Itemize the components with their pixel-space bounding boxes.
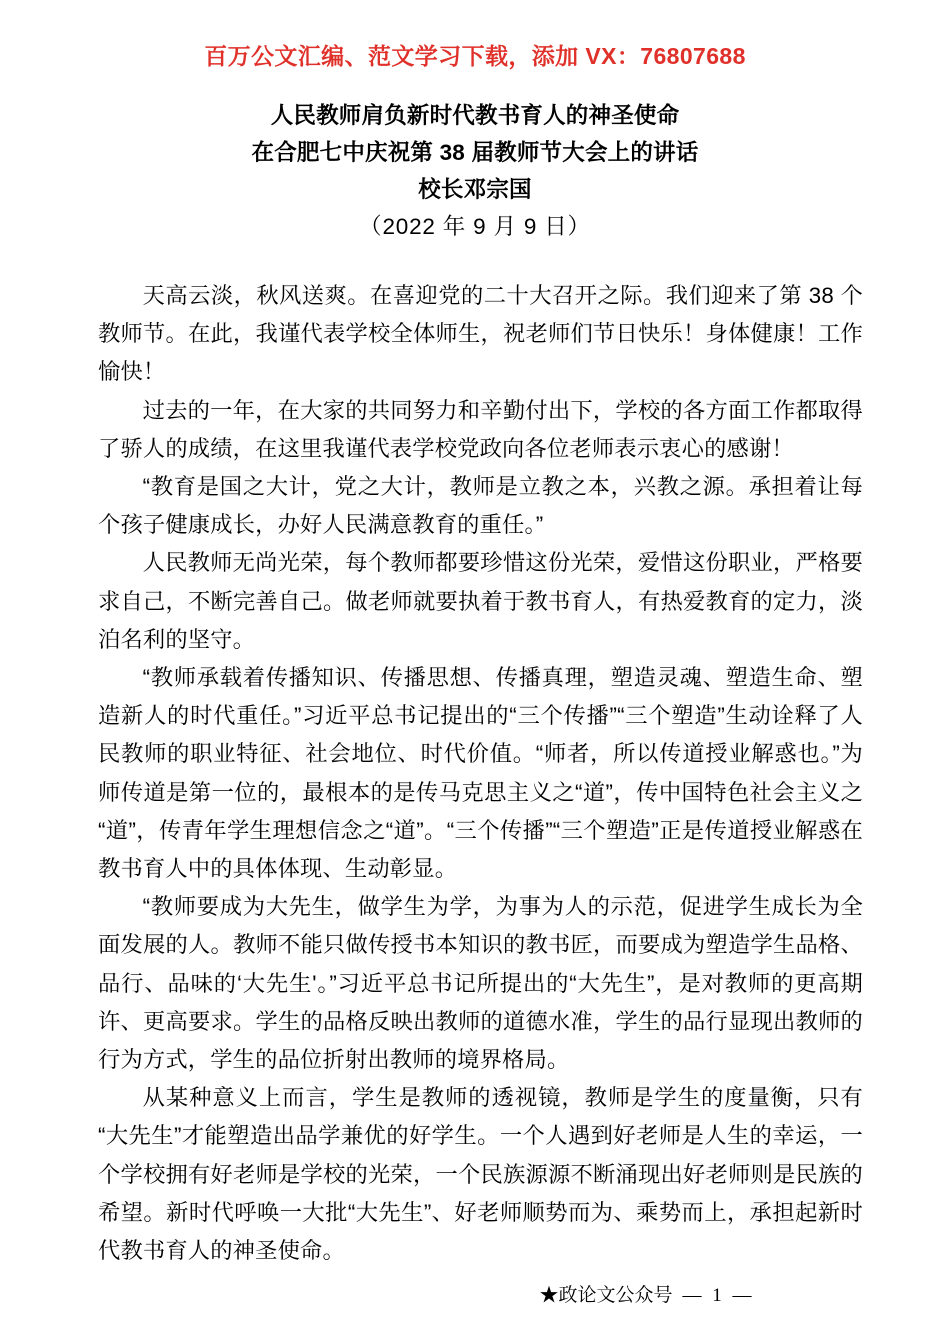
paragraph: 天高云淡，秋风送爽。在喜迎党的二十大召开之际。我们迎来了第 38 个教师节。在此，我谨代表学校全体师生，祝老师们节日快乐！身体健康！工作愉快！: [98, 283, 863, 385]
page-footer: [0, 1283, 950, 1309]
promo-banner: 百万公文汇编、范文学习下载，添加 VX：76807688: [204, 43, 746, 69]
title-line-main: 人民教师肩负新时代教书育人的神圣使命: [270, 103, 680, 128]
paragraph: “教师要成为大先生，做学生为学，为事为人的示范，促进学生成长为全面发展的人。教师不能只做传授书本知识的教书匠，而要成为塑造学生品格、品行、品味的‘大先生'。”习近平总书记所提出的“大先生”，是对教师的更高期许、更高要求。学生的品格反映出教师的道德水准，学生的品行显现出教师的行为方式，学生的品位折射出教师的境界格局。: [98, 894, 863, 1073]
title-line-speaker: 校长邓宗国: [418, 177, 532, 202]
title-line-date: （2022 年 9 月 9 日）: [359, 214, 591, 239]
footer-watermark: 政论文公众号: [558, 1285, 673, 1306]
paragraph: 人民教师无尚光荣，每个教师都要珍惜这份光荣，爱惜这份职业，严格要求自己，不断完善自己。做老师就要执着于教书育人，有热爱教育的定力，淡泊名利的坚守。: [98, 550, 863, 652]
footer-content: [539, 1283, 754, 1309]
page-number: — 1 —: [682, 1285, 755, 1306]
document-title-block: [88, 97, 862, 245]
paragraph: 从某种意义上而言，学生是教师的透视镜，教师是学生的度量衡，只有“大先生”才能塑造出品学兼优的好学生。一个人遇到好老师是人生的幸运，一个学校拥有好老师是学校的光荣，一个民族源源不断涌现出好老师则是民族的希望。新时代呼唤一大批“大先生”、好老师顺势而为、乘势而上，承担起新时代教书育人的神圣使命。: [98, 1085, 863, 1264]
paragraph: “教师承载着传播知识、传播思想、传播真理，塑造灵魂、塑造生命、塑造新人的时代重任。”习近平总书记提出的“三个传播”“三个塑造”生动诠释了人民教师的职业特征、社会地位、时代价值。“师者，所以传道授业解惑也。”为师传道是第一位的，最根本的是传马克思主义之“道”，传中国特色社会主义之“道”，传青年学生理想信念之“道”。“三个传播”“三个塑造”正是传道授业解惑在教书育人中的具体体现、生动彰显。: [98, 665, 863, 882]
document-body: [98, 277, 863, 1270]
title-line-subtitle: 在合肥七中庆祝第 38 届教师节大会上的讲话: [251, 140, 699, 165]
paragraph: “教育是国之大计，党之大计，教师是立教之本，兴教之源。承担着让每个孩子健康成长，办好人民满意教育的重任。”: [98, 474, 863, 538]
paragraph: 过去的一年，在大家的共同努力和辛勤付出下，学校的各方面工作都取得了骄人的成绩，在这里我谨代表学校党政向各位老师表示衷心的感谢！: [98, 397, 863, 461]
star-icon: ★: [539, 1285, 559, 1306]
